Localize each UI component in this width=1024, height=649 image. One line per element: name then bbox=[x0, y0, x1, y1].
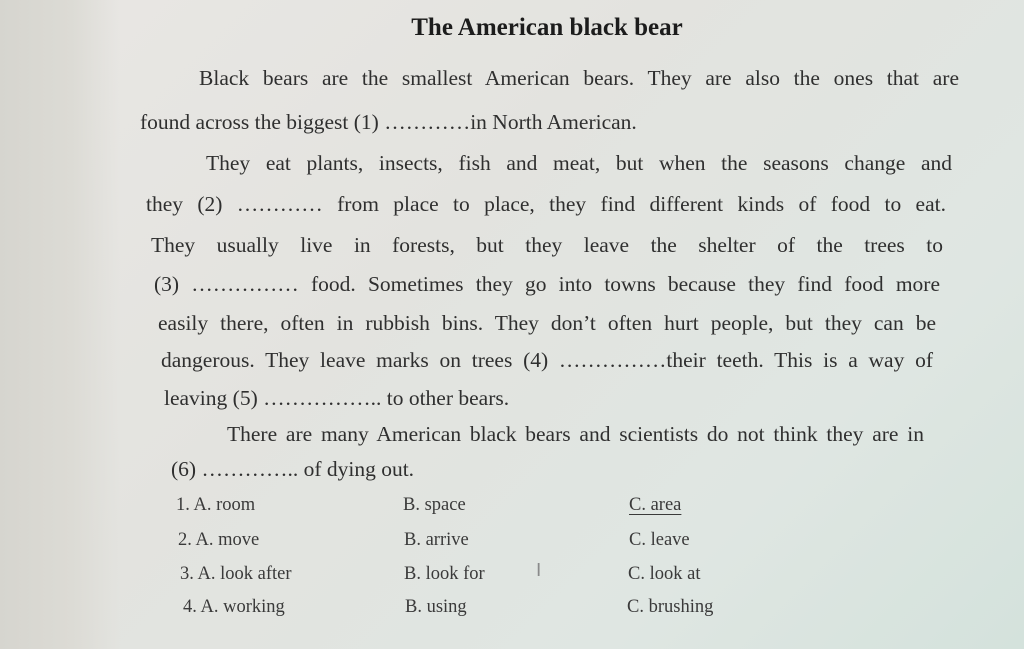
option-b: B. arrive bbox=[404, 530, 469, 550]
paragraph-line: easily there, often in rubbish bins. They don’t often hurt people, but they can be bbox=[158, 311, 936, 335]
paragraph-line: They eat plants, insects, fish and meat, but when the seasons change and bbox=[206, 151, 952, 175]
paragraph-line: found across the biggest (1) …………in North American. bbox=[140, 110, 637, 134]
option-a: 3. A. look after bbox=[180, 564, 292, 584]
paragraph-line: leaving (5) …………….. to other bears. bbox=[164, 386, 510, 410]
paragraph-line: Black bears are the smallest American bears. They are also the ones that are bbox=[199, 66, 959, 90]
text-cursor-icon: I bbox=[536, 560, 542, 581]
paragraph-line: they (2) ………… from place to place, they find different kinds of food to eat. bbox=[146, 192, 946, 216]
option-b: B. using bbox=[405, 597, 467, 617]
paragraph-line: (3) …………… food. Sometimes they go into towns because they find food more bbox=[154, 272, 940, 296]
paragraph-line: dangerous. They leave marks on trees (4) ……………their teeth. This is a way of bbox=[161, 348, 933, 372]
paragraph-line: They usually live in forests, but they leave the shelter of the trees to bbox=[151, 233, 943, 257]
option-c-selected: C. area bbox=[629, 495, 682, 515]
option-c: C. look at bbox=[628, 564, 701, 584]
document-title: The American black bear bbox=[411, 14, 683, 41]
paragraph-line: (6) ………….. of dying out. bbox=[171, 457, 415, 481]
paragraph-line: There are many American black bears and scientists do not think they are in bbox=[227, 422, 924, 446]
option-a: 2. A. move bbox=[178, 530, 260, 550]
option-a: 1. A. room bbox=[176, 495, 256, 515]
option-c: C. leave bbox=[629, 530, 690, 550]
option-a: 4. A. working bbox=[183, 597, 285, 617]
option-b: B. space bbox=[403, 495, 466, 515]
option-c: C. brushing bbox=[627, 597, 714, 617]
option-b: B. look for bbox=[404, 564, 485, 584]
